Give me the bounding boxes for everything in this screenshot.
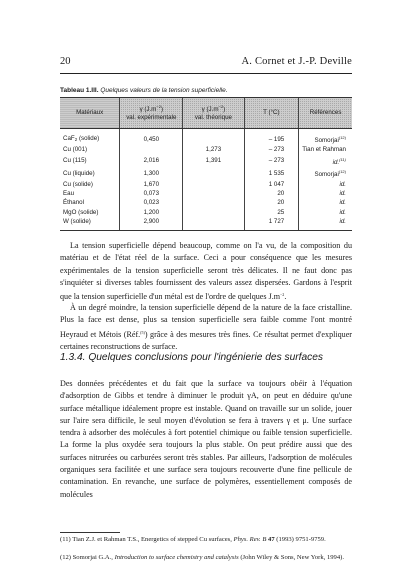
table-row — [60, 129, 352, 146]
cell-reference: Somorjai$^{(12)}$ — [299, 167, 352, 179]
cell-reference: Tian et Rahman — [299, 145, 352, 154]
table-row — [60, 145, 352, 154]
cell-gamma-theoretical: 1,273 — [183, 145, 244, 154]
cell-material: Cu (115) — [63, 157, 87, 165]
cell-gamma-theoretical — [183, 167, 244, 179]
cell-temperature: – 273 — [244, 145, 299, 154]
cell-material: Eau — [63, 190, 75, 198]
header-gamma-experimental: γ $(J.m^{-2})$ val. expérimentale — [120, 98, 183, 129]
cell-gamma-experimental: 0,450 — [120, 129, 183, 146]
cell-gamma-experimental: 0,023 — [120, 198, 183, 207]
cell-gamma-theoretical — [183, 198, 244, 207]
running-head-authors: A. Cornet et J.-P. Deville — [241, 56, 352, 67]
cell-reference: id. — [299, 208, 352, 217]
cell-temperature: – 195 — [244, 129, 299, 146]
cell-temperature: – 273 — [244, 155, 299, 167]
cell-gamma-experimental — [120, 145, 183, 154]
cell-temperature: 1 535 — [244, 167, 299, 179]
cell-gamma-experimental: 1,300 — [120, 167, 183, 179]
table-row — [60, 189, 352, 198]
cell-reference: id.$^{(11)}$ — [299, 155, 352, 167]
paragraph-1: La tension superficielle dépend beaucoup, comme on l'a vu, de la composition du matériau et de l'état réel de la surface. Ceci a pour conséquence que les mesures expérimentales de la tension superficielle seront très délicates. Il ne faut donc pas s'inquiéter si diverses tables fournissent des valeurs assez dispersées. Gardons à l'esprit que la tension superficielle d'un métal est de l'ordre de quelques $J.m^{-2}$. — [60, 241, 352, 302]
cell-material: CaF$_2$ (solide) — [63, 135, 100, 142]
cell-temperature: 20 — [244, 198, 299, 207]
cell-material: Cu (solide) — [63, 180, 93, 188]
cell-temperature: 1 047 — [244, 180, 299, 189]
cell-gamma-theoretical — [183, 217, 244, 230]
cell-gamma-theoretical — [183, 208, 244, 217]
table-caption-text: Quelques valeurs de la tension superficielle. — [100, 87, 228, 94]
table-header-row — [60, 98, 352, 129]
header-rule — [60, 73, 352, 74]
paragraph-3: Des données précédentes et du fait que la surface va toujours obéir à l'équation d'adsorption de Gibbs et tendre à diminuer le produit γA, on peut en déduire qu'une surface métallique idéalement propre est instable. Quand on travaille sur un solide, jouer sur l'aire sera difficile, le seul moyen d'évolution se fera à travers γ et μ. Une surface tendra à adsorber des molécules à fort potentiel chimique ou faible tension superficielle. La forme la plus oxydée sera toujours la plus stable. On peut prédire aussi que des surfaces nitrurées ou carburées seront très stables. Par ailleurs, l'adsorption de molécules organiques sera facilitée et une surface sera toujours recouverte d'une fine pellicule de contamination. En revanche, une surface de polymères, essentiellement composés de molécules — [60, 379, 352, 499]
header-references: Références — [299, 98, 352, 129]
cell-temperature: 1 727 — [244, 217, 299, 230]
cell-material: Cu (001) — [63, 146, 88, 154]
table-row — [60, 208, 352, 217]
table-row — [60, 180, 352, 189]
cell-temperature: 25 — [244, 208, 299, 217]
table-label: Tableau 1.III. — [60, 87, 99, 94]
cell-gamma-theoretical — [183, 180, 244, 189]
cell-material: Éthanol — [63, 199, 84, 207]
cell-gamma-experimental: 2,900 — [120, 217, 183, 230]
table-row — [60, 155, 352, 167]
header-materials: Matériaux — [60, 98, 120, 129]
table-row — [60, 198, 352, 207]
surface-tension-table — [60, 97, 352, 231]
header-gamma-theoretical: γ $(J.m^{-2})$ val. théorique — [183, 98, 244, 129]
cell-reference: id. — [299, 198, 352, 207]
cell-reference: Somorjai$^{(12)}$ — [299, 129, 352, 146]
cell-gamma-theoretical — [183, 189, 244, 198]
cell-temperature: 20 — [244, 189, 299, 198]
table-row — [60, 167, 352, 179]
section-heading: 1.3.4. Quelques conclusions pour l'ingénierie des surfaces — [60, 352, 324, 363]
cell-gamma-experimental: 1,670 — [120, 180, 183, 189]
page-header — [60, 56, 352, 70]
header-temperature: T (°C) — [244, 98, 299, 129]
cell-gamma-theoretical — [183, 129, 244, 146]
cell-material: Cu (liquide) — [63, 169, 95, 177]
cell-reference: id. — [299, 189, 352, 198]
footnote-rule — [60, 532, 120, 533]
cell-gamma-theoretical: 1,391 — [183, 155, 244, 167]
cell-reference: id. — [299, 217, 352, 230]
cell-material: W (solide) — [60, 217, 120, 230]
cell-reference: id. — [299, 180, 352, 189]
page-number: 20 — [60, 56, 71, 67]
cell-gamma-experimental: 1,200 — [120, 208, 183, 217]
cell-gamma-experimental: 0,073 — [120, 189, 183, 198]
footnote-11: (11) Tian Z.J. et Rahman T.S., Energetics of stepped Cu surfaces, Phys. Rev. B 47 (1993) 9751-9759. — [60, 536, 326, 543]
paragraph-2: À un degré moindre, la tension superficielle dépend de la nature de la face cristalline. Plus la face est dense, plus sa tension superficielle sera faible comme l'ont montré Heyraud et Métois (Réf.$^{(5)}$) grâce à des mesures très fines. Ce résultat permet d'expliquer certaines reconstructions de surface. — [60, 303, 352, 351]
table-body — [60, 129, 352, 231]
cell-gamma-experimental: 2,016 — [120, 155, 183, 167]
footnote-12: (12) Somorjai G.A., Introduction to surface chemistry and catalysis (John Wiley & Sons, New York, 1994). — [60, 554, 344, 561]
cell-material: MgO (solide) — [63, 208, 99, 216]
table-caption — [60, 87, 352, 94]
table-row — [60, 217, 352, 230]
